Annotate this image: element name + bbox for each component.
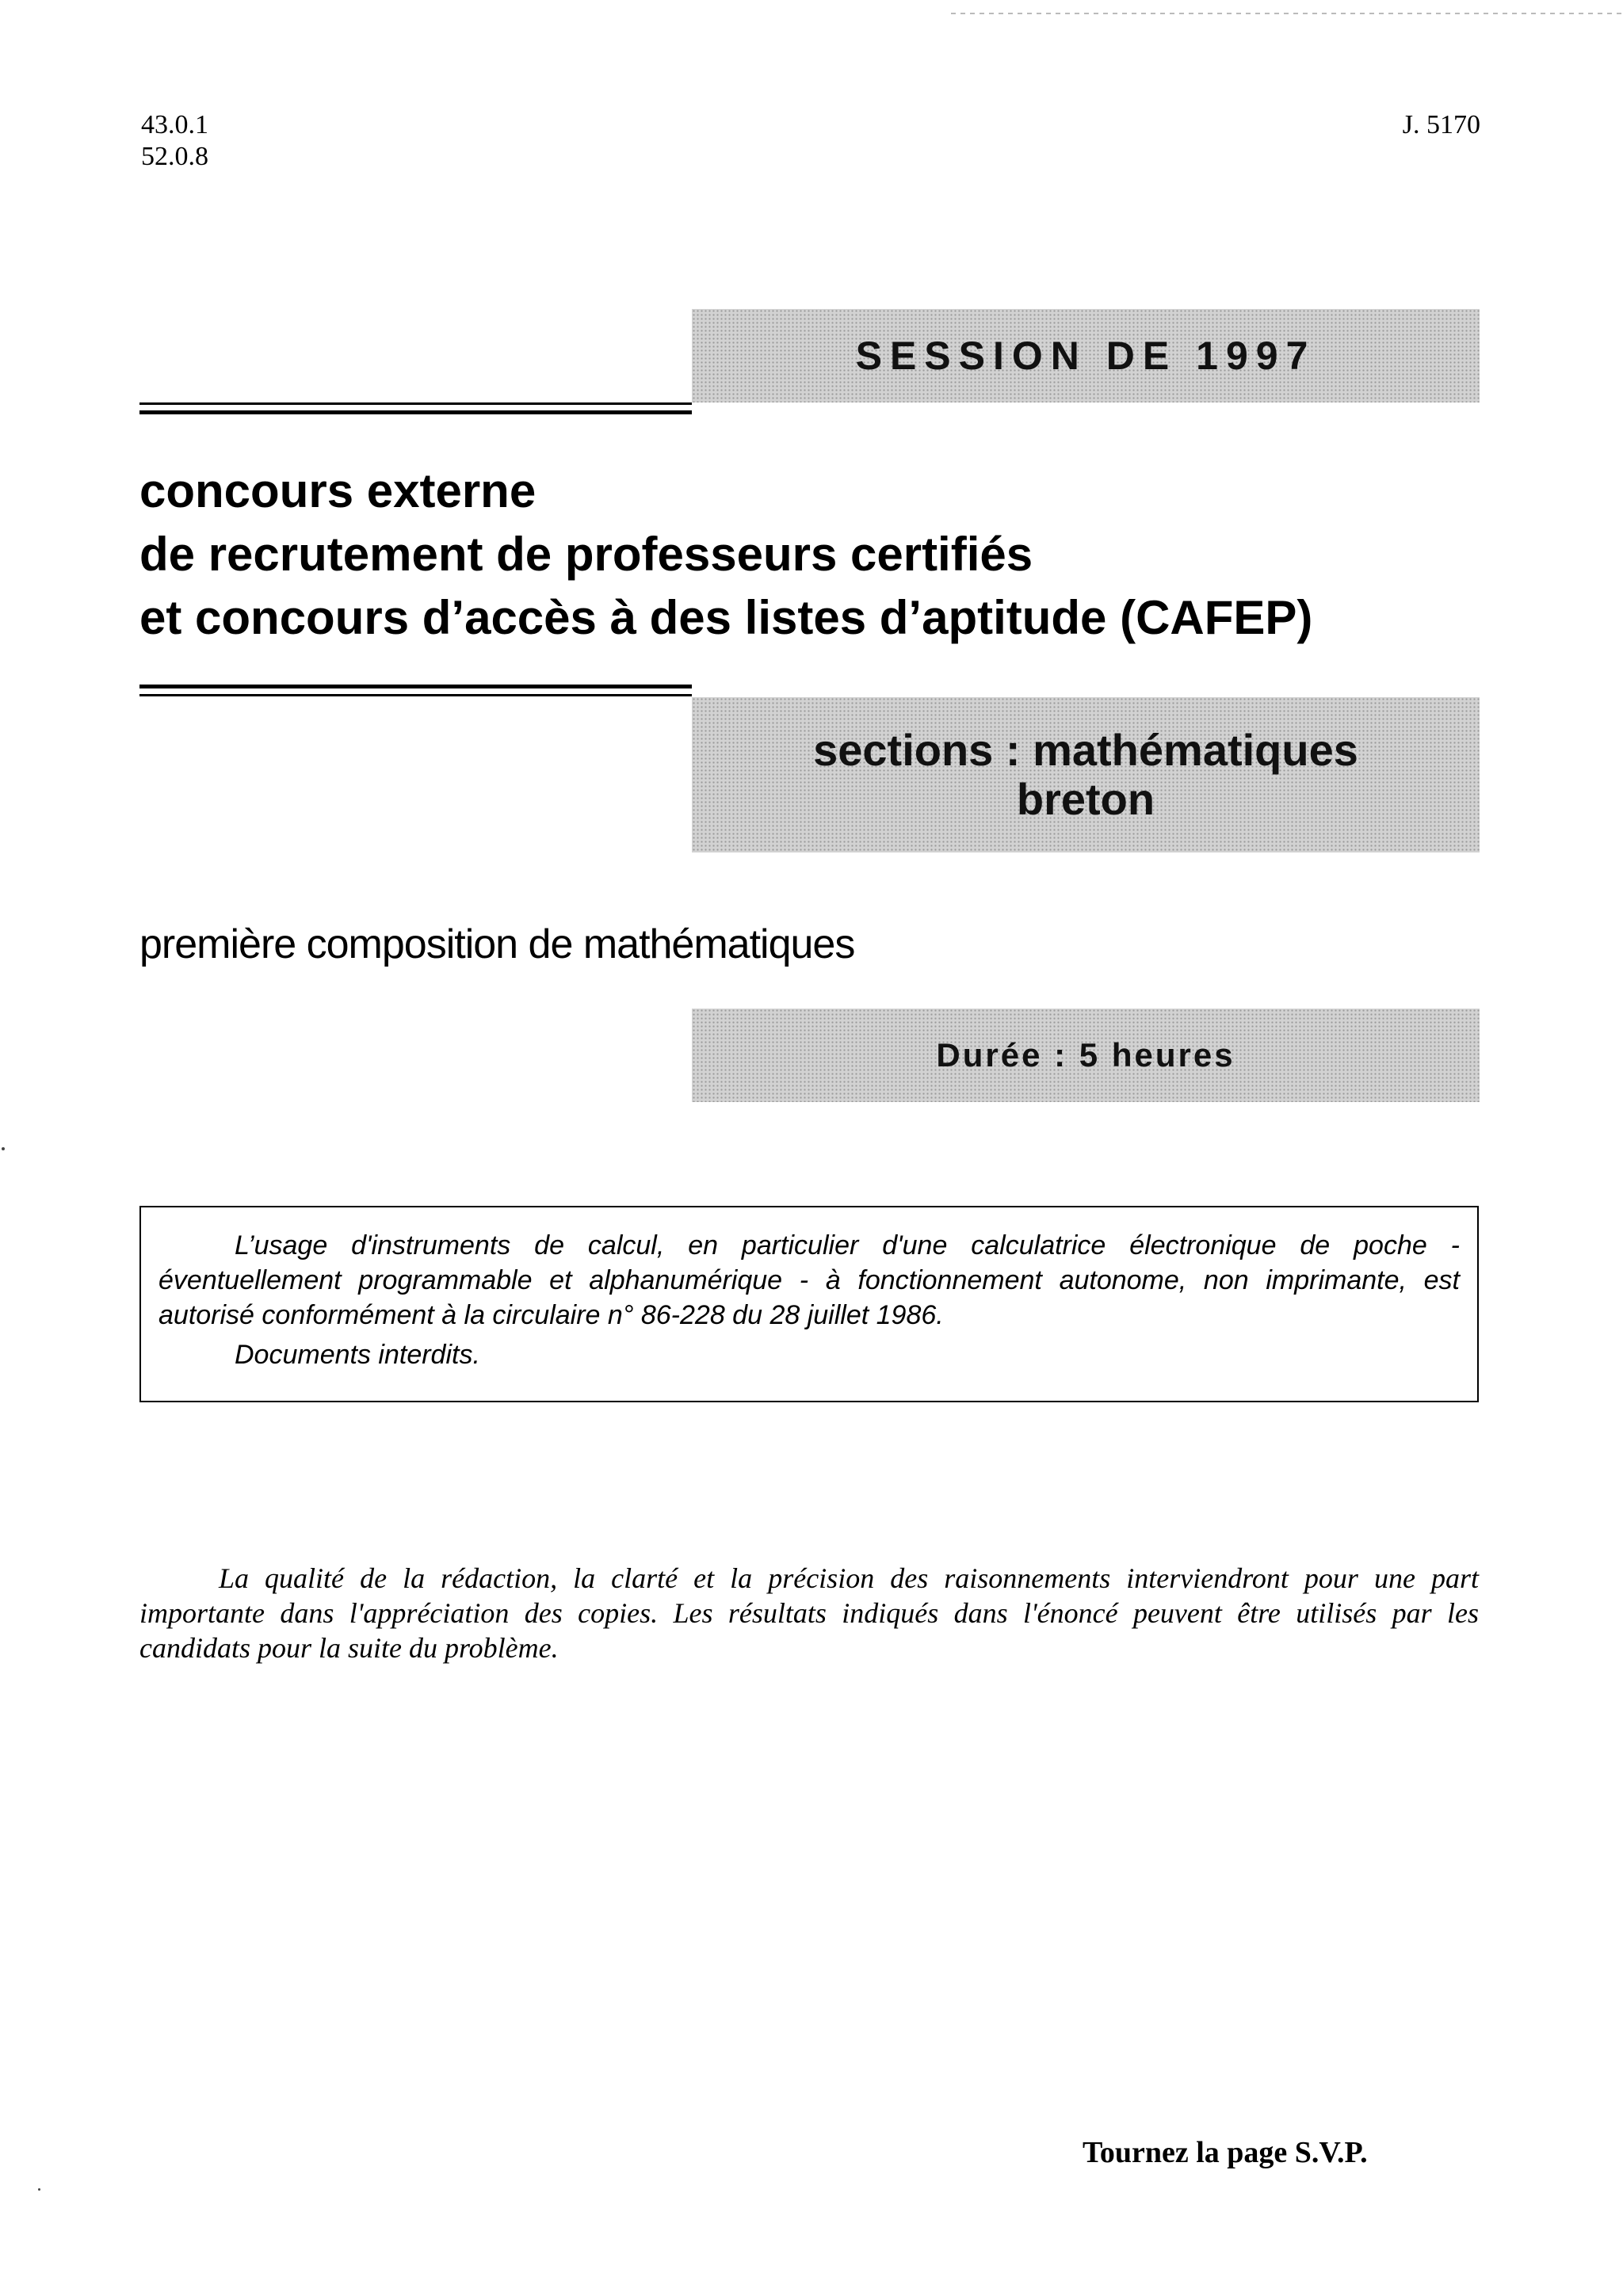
divider-rule <box>139 694 692 696</box>
quality-note: La qualité de la rédaction, la clarté et la précision des raisonnements interviendront pour une part importante dans l'appréciation des copies. Les résultats indiqués dans l'énoncé peuvent être utilisés par les candidats pour la suite du problème. <box>139 1562 1479 1664</box>
calculator-notice-box <box>139 1206 1479 1402</box>
exam-title-line: concours externe <box>139 464 537 517</box>
divider-rule <box>139 685 692 688</box>
scan-speck <box>2 1147 5 1150</box>
calculator-notice-text: L’usage d'instruments de calcul, en particulier d'une calculatrice électronique de poche - éventuellement programmable et alphanumérique - à fonctionnement autonome, non imprimante, est autorisé conformément à la circulaire n° 86-228 du 28 juillet 1986. <box>158 1230 1460 1330</box>
reference-codes <box>141 109 208 173</box>
exam-title-line: et concours d’accès à des listes d’aptitude (CAFEP) <box>139 591 1313 644</box>
scan-speck <box>38 2188 40 2191</box>
reference-code: 52.0.8 <box>141 142 208 171</box>
session-label: SESSION DE 1997 <box>855 334 1316 378</box>
exam-title-line: de recrutement de professeurs certifiés <box>139 528 1033 581</box>
divider-rule <box>139 402 692 405</box>
document-number: J. 5170 <box>1402 110 1480 139</box>
duration-banner <box>692 1009 1480 1102</box>
exam-title <box>139 460 1503 650</box>
reference-code: 43.0.1 <box>141 110 208 139</box>
documents-notice-text: Documents interdits. <box>235 1340 480 1370</box>
sections-banner <box>692 697 1480 852</box>
scan-artifact-line <box>951 13 1623 14</box>
session-banner <box>692 309 1480 402</box>
sections-line: sections : mathématiques <box>813 725 1358 775</box>
sections-line: breton <box>1016 774 1155 824</box>
composition-subtitle: première composition de mathématiques <box>139 921 855 967</box>
duration-label: Durée : 5 heures <box>936 1036 1235 1074</box>
turn-page-note: Tournez la page S.V.P. <box>1083 2136 1368 2169</box>
divider-rule <box>139 410 692 414</box>
